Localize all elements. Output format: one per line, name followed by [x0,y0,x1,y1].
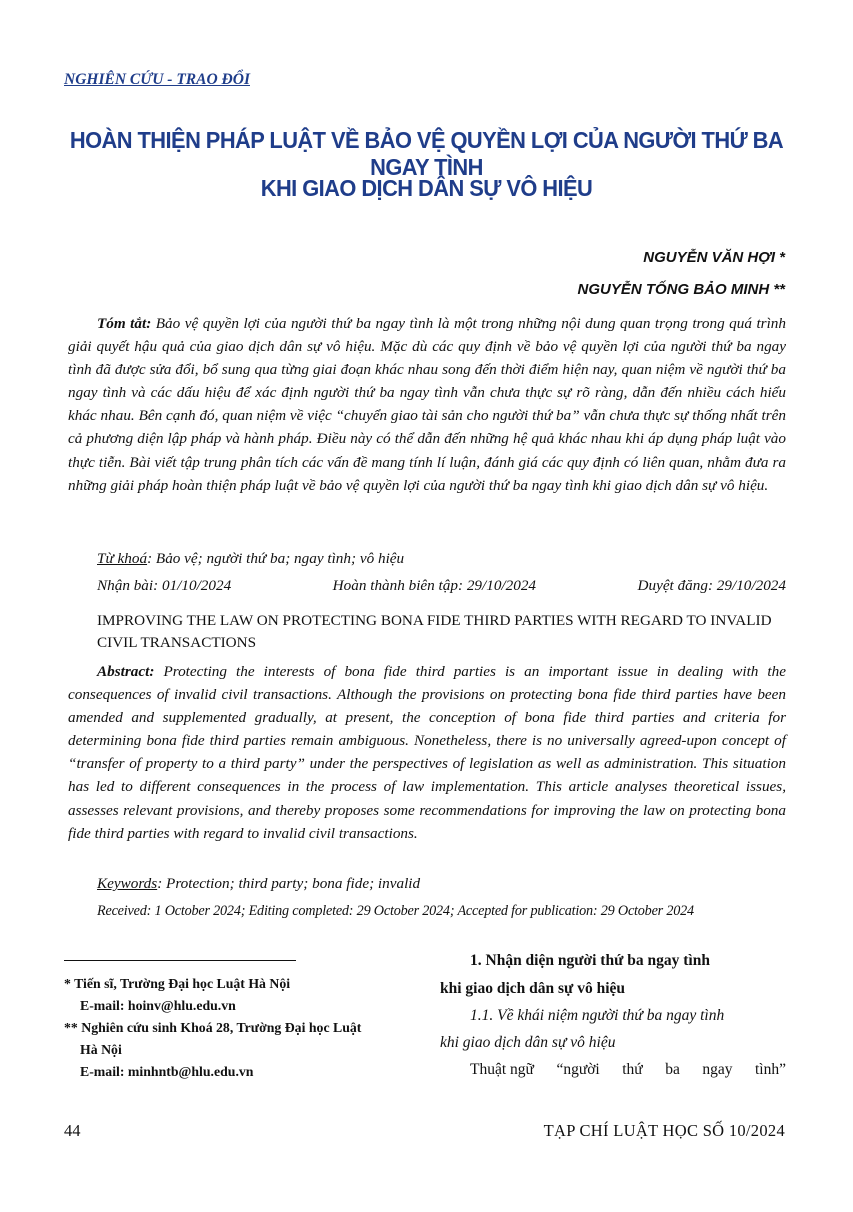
submission-dates [97,577,786,595]
section-heading-line-2: khi giao dịch dân sự vô hiệu [440,980,626,997]
body-word-1: Thuật ngữ [470,1061,534,1078]
body-word-6: tình” [754,1061,786,1078]
english-abstract [68,660,786,845]
keywords-text-en: : Protection; third party; bona fide; invalid [157,875,421,892]
footnote-2-continued: Hà Nội [80,1042,122,1057]
body-word-2: “người [556,1061,600,1078]
author-1: NGUYỄN VĂN HỢI * [643,249,785,266]
body-text-first-line [440,1061,786,1079]
page-number: 44 [64,1121,81,1140]
abstract-text-en: Protecting the interests of bona fide third parties is an important issue in dealing with the consequences of invalid civil transactions. Although the provisions on protecting bona fide third parties have been amended and supplemented gradually, at present, the conception of bona fide third parties and criteria for determining bona fide third parties remain ambiguous. Nonetheless, there is no universally agreed-upon concept of “transfer of property to a third party” under the perspectives of legislation as well as administration. This situation has led to different consequences in the process of law implementation. This article analyses theoretical issues, assesses relevant provisions, and thereby proposes some recommendations for improving the law on protecting bona fide third parties with regard to invalid civil transactions. [68,663,786,842]
keywords-label-en: Keywords [97,875,158,892]
body-word-5: ngay [702,1061,733,1078]
keywords-text-vn: : Bảo vệ; người thứ ba; ngay tình; vô hiệu [147,550,405,567]
date-edited: Hoàn thành biên tập: 29/10/2024 [332,577,537,594]
english-dates: Received: 1 October 2024; Editing completed: 29 October 2024; Accepted for publication: 29 October 2024 [97,903,694,919]
vietnamese-keywords [97,550,404,568]
footnote-1-email: E-mail: hoinv@hlu.edu.vn [80,998,236,1013]
body-word-3: thứ [622,1061,643,1078]
vietnamese-abstract [68,312,786,497]
journal-name: TẠP CHÍ LUẬT HỌC SỐ 10/2024 [543,1121,785,1140]
article-title-line-2: KHI GIAO DỊCH DÂN SỰ VÔ HIỆU [260,175,593,201]
abstract-text-vn: Bảo vệ quyền lợi của người thứ ba ngay tình là một trong những nội dung quan trọng trong quá trình giải quyết hậu quả của giao dịch dân sự vô hiệu. Mặc dù các quy định về bảo vệ quyền lợi của người thứ ba ngay tình đã được sửa đổi, bổ sung qua từng giai đoạn khác nhau song đến thời điểm hiện nay, quan niệm về người thứ ba ngay tình và các dấu hiệu để xác định người thứ ba ngay tình vẫn chưa thực sự rõ ràng, dẫn đến nhiều cách hiểu khác nhau. Bên cạnh đó, quan niệm về việc “chuyển giao tài sản cho người thứ ba” vẫn chưa thực sự thống nhất trên cả phương diện lập pháp và hành pháp. Điều này có thể dẫn đến những hệ quả khác nhau khi áp dụng pháp luật vào thực tiễn. Bài viết tập trung phân tích các vấn đề mang tính lí luận, đánh giá các quy định có liên quan, nhằm đưa ra những giải pháp hoàn thiện pháp luật về bảo vệ quyền lợi của người thứ ba ngay tình khi giao dịch dân sự vô hiệu. [68,315,786,494]
keywords-label-vn: Từ khoá [97,550,148,567]
footnote-divider [64,960,296,961]
author-2: NGUYỄN TỐNG BẢO MINH ** [577,281,785,298]
article-title-line-1: HOÀN THIỆN PHÁP LUẬT VỀ BẢO VỆ QUYỀN LỢI CỦA NGƯỜI THỨ BA NGAY TÌNH [69,127,784,180]
subsection-heading-line-1: 1.1. Về khái niệm người thứ ba ngay tình [470,1007,725,1024]
section-label: NGHIÊN CỨU - TRAO ĐỔI [64,71,250,88]
english-title: IMPROVING THE LAW ON PROTECTING BONA FIDE THIRD PARTIES WITH REGARD TO INVALID CIVIL TRANSACTIONS [97,612,772,651]
english-keywords [97,875,420,893]
date-accepted: Duyệt đăng: 29/10/2024 [637,577,786,594]
date-received: Nhận bài: 01/10/2024 [97,577,232,594]
footnote-1: * Tiến sĩ, Trường Đại học Luật Hà Nội [64,976,291,991]
body-word-4: ba [665,1061,680,1078]
abstract-lead-vn: Tóm tắt: [97,315,152,332]
footnote-2-email: E-mail: minhntb@hlu.edu.vn [80,1064,254,1079]
abstract-lead-en: Abstract: [97,663,155,680]
footnote-2: ** Nghiên cứu sinh Khoá 28, Trường Đại học Luật [64,1020,362,1035]
subsection-heading-line-2: khi giao dịch dân sự vô hiệu [440,1034,616,1051]
section-heading-line-1: 1. Nhận diện người thứ ba ngay tình [470,952,710,969]
